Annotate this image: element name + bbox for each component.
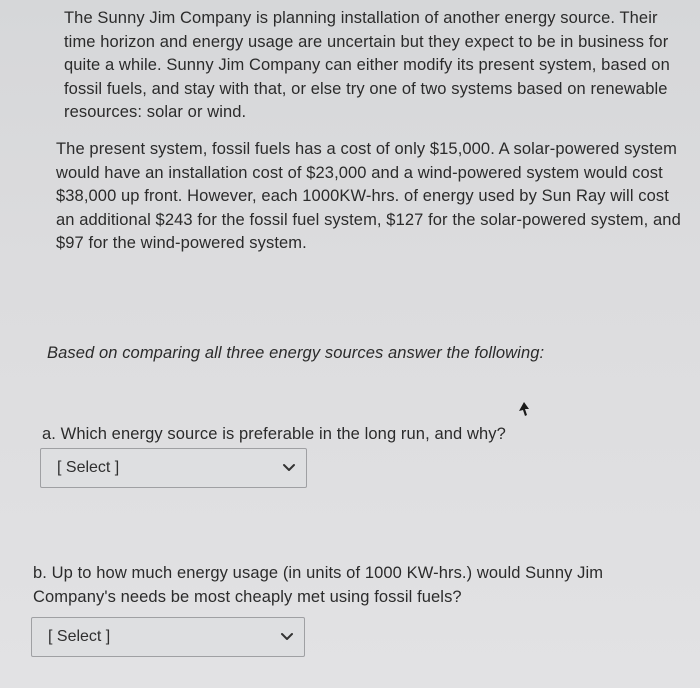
- question-b-answer-select[interactable]: [31, 617, 305, 657]
- question-a-select-value: [ Select ]: [57, 459, 120, 476]
- problem-paragraph-2: The present system, fossil fuels has a cost of only $15,000. A solar-powered system would have an installation cost of $23,000 and a wind-powered system would cost $38,000 up front. However, each 1000KW-hrs. of energy used by Sun Ray will cost an additional $243 for the fossil fuel system, $127 for the solar-powered system, and $97 for the wind-powered system.: [56, 140, 681, 252]
- mouse-cursor-icon: [516, 401, 532, 421]
- instruction-prompt: Based on comparing all three energy sources answer the following:: [47, 344, 545, 362]
- problem-paragraph-1: The Sunny Jim Company is planning installation of another energy source. Their time horizon and energy usage are uncertain but they expect to be in business for quite a while. Sunny Jim Company can either modify its present system, based on fossil fuels, and stay with that, or else try one of two systems based on renewable resources: solar or wind.: [64, 9, 670, 121]
- question-a-answer-select[interactable]: [40, 448, 307, 488]
- question-a-text: a. Which energy source is preferable in the long run, and why?: [42, 425, 506, 443]
- chevron-down-icon: [280, 632, 294, 642]
- question-b-text: b. Up to how much energy usage (in units of 1000 KW-hrs.) would Sunny Jim Company's needs be most cheaply met using fossil fuels?: [33, 564, 604, 606]
- question-b-select-value: [ Select ]: [48, 628, 111, 645]
- chevron-down-icon: [282, 463, 296, 473]
